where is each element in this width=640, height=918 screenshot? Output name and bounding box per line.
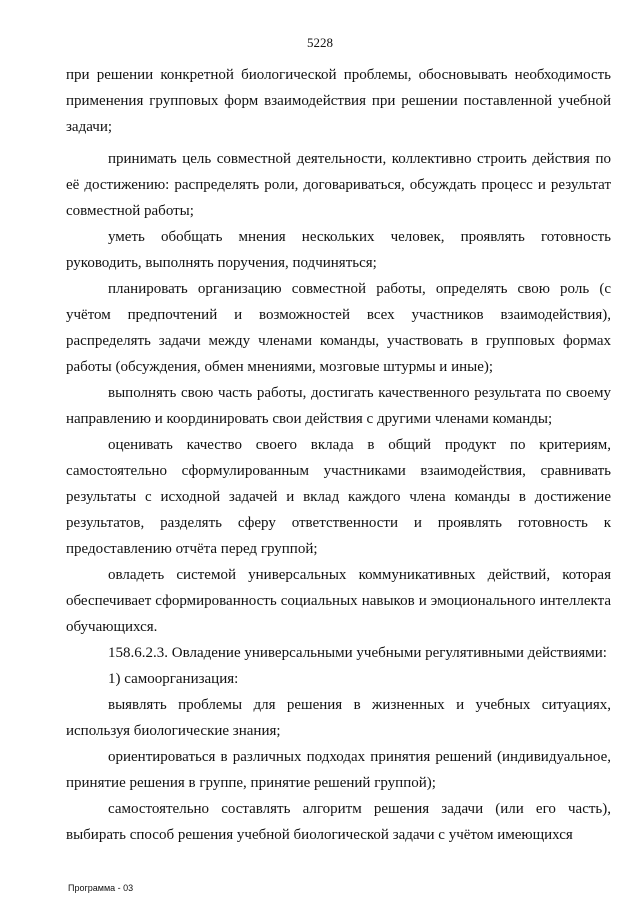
- footer-label: Программа - 03: [68, 883, 134, 893]
- subsection-heading: 1) самоорганизация:: [108, 671, 239, 687]
- document-body: [66, 62, 611, 848]
- paragraph-4: планировать организацию совместной работы, определять свою роль (с учётом предпочтений и возможностей всех участников взаимодействия), распределять задачи между членами команды, участвовать в групповых формах работы (обсуждения, обмен мнениями, мозговые штурмы и иные);: [66, 281, 611, 375]
- paragraph-5: выполнять свою часть работы, достигать качественного результата по своему направлению и координировать свои действия с другими членами команды;: [66, 385, 611, 427]
- paragraph-2: принимать цель совместной деятельности, коллективно строить действия по её достижению: распределять роли, договариваться, обсуждать процесс и результат совместной работы;: [66, 151, 611, 219]
- page-number: 5228: [307, 35, 333, 50]
- paragraph-8: выявлять проблемы для решения в жизненных и учебных ситуациях, используя биологические знания;: [66, 697, 611, 739]
- section-heading: 158.6.2.3. Овладение универсальными учебными регулятивными действиями:: [108, 645, 607, 661]
- paragraph-1: при решении конкретной биологической проблемы, обосновывать необходимость применения групповых форм взаимодействия при решении поставленной учебной задачи;: [66, 67, 611, 135]
- paragraph-3: уметь обобщать мнения нескольких человек, проявлять готовность руководить, выполнять поручения, подчиняться;: [66, 229, 611, 271]
- paragraph-7: овладеть системой универсальных коммуникативных действий, которая обеспечивает сформированность социальных навыков и эмоционального интеллекта обучающихся.: [66, 567, 611, 635]
- paragraph-9: ориентироваться в различных подходах принятия решений (индивидуальное, принятие решения в группе, принятие решений группой);: [66, 749, 611, 791]
- paragraph-10: самостоятельно составлять алгоритм решения задачи (или его часть), выбирать способ решения учебной биологической задачи с учётом имеющихся: [66, 801, 611, 843]
- paragraph-6: оценивать качество своего вклада в общий продукт по критериям, самостоятельно сформулированным участниками взаимодействия, сравнивать результаты с исходной задачей и вклад каждого члена команды в достижение результатов, разделять сферу ответственности и проявлять готовность к предоставлению отчёта перед группой;: [66, 437, 611, 557]
